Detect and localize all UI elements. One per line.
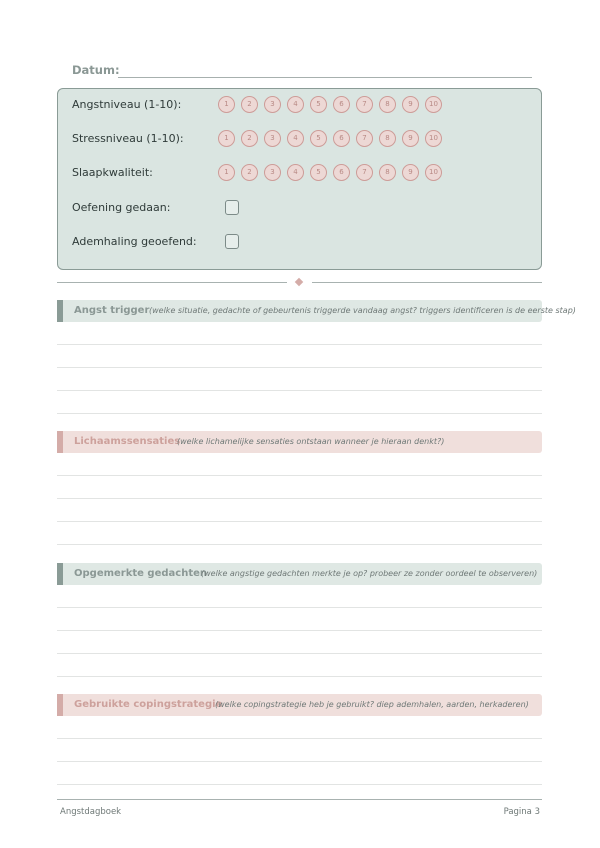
check-label: Oefening gedaan:	[72, 201, 171, 214]
writing-line[interactable]	[57, 476, 542, 499]
section-title: Opgemerkte gedachten	[74, 568, 208, 579]
rating-option[interactable]: 7	[356, 164, 373, 181]
rating-scale	[218, 96, 448, 114]
rating-option[interactable]: 4	[287, 96, 304, 113]
rating-option[interactable]: 1	[218, 130, 235, 147]
writing-line[interactable]	[57, 631, 542, 654]
section-noticed-thoughts	[57, 563, 542, 677]
section-header	[57, 431, 542, 453]
section-accent-bar	[57, 694, 63, 716]
rating-option[interactable]: 8	[379, 130, 396, 147]
rating-option[interactable]: 7	[356, 130, 373, 147]
writing-line[interactable]	[57, 654, 542, 677]
section-title: Gebruikte copingstrategie	[74, 699, 223, 710]
rating-option[interactable]: 3	[264, 96, 281, 113]
date-row	[72, 63, 532, 79]
section-hint: (welke situatie, gedachte of gebeurtenis triggerde vandaag angst? triggers identificeren is de eerste stap)	[149, 306, 576, 315]
rating-option[interactable]: 5	[310, 96, 327, 113]
rating-option[interactable]: 10	[425, 96, 442, 113]
divider-line-right	[312, 282, 542, 283]
writing-line[interactable]	[57, 499, 542, 522]
rating-option[interactable]: 2	[241, 130, 258, 147]
divider-line-left	[57, 282, 287, 283]
rating-option[interactable]: 5	[310, 164, 327, 181]
writing-line[interactable]	[57, 322, 542, 345]
rating-option[interactable]: 9	[402, 96, 419, 113]
rating-option[interactable]: 6	[333, 130, 350, 147]
rating-option[interactable]: 9	[402, 130, 419, 147]
rating-label: Slaapkwaliteit:	[72, 166, 153, 179]
rating-option[interactable]: 2	[241, 164, 258, 181]
rating-option[interactable]: 2	[241, 96, 258, 113]
diamond-ornament-icon	[295, 278, 303, 286]
rating-option[interactable]: 1	[218, 164, 235, 181]
writing-line[interactable]	[57, 522, 542, 545]
section-body-sensations	[57, 431, 542, 545]
section-hint: (welke copingstrategie heb je gebruikt? diep ademhalen, aarden, herkaderen)	[215, 700, 529, 709]
breathing-checkbox[interactable]	[225, 234, 239, 249]
section-accent-bar	[57, 300, 63, 322]
daily-tracker-box	[57, 88, 542, 270]
section-hint: (welke angstige gedachten merkte je op? probeer ze zonder oordeel te observeren)	[201, 569, 538, 578]
writing-line[interactable]	[57, 608, 542, 631]
section-title: Lichaamssensaties	[74, 436, 181, 447]
rating-scale	[218, 164, 448, 182]
footer-rule	[57, 799, 542, 800]
writing-line[interactable]	[57, 585, 542, 608]
section-title: Angst trigger	[74, 305, 150, 316]
rating-option[interactable]: 6	[333, 164, 350, 181]
rating-option[interactable]: 3	[264, 130, 281, 147]
writing-line[interactable]	[57, 716, 542, 739]
section-hint: (welke lichamelijke sensaties ontstaan wanneer je hieraan denkt?)	[177, 437, 445, 446]
rating-option[interactable]: 9	[402, 164, 419, 181]
writing-line[interactable]	[57, 391, 542, 414]
rating-option[interactable]: 3	[264, 164, 281, 181]
page-number: Pagina 3	[503, 807, 540, 817]
section-coping-strategy	[57, 694, 542, 785]
ornamental-divider	[57, 277, 542, 289]
section-accent-bar	[57, 563, 63, 585]
writing-line[interactable]	[57, 762, 542, 785]
rating-option[interactable]: 4	[287, 164, 304, 181]
date-label: Datum:	[72, 63, 120, 77]
rating-option[interactable]: 10	[425, 130, 442, 147]
rating-option[interactable]: 4	[287, 130, 304, 147]
rating-label: Stressniveau (1-10):	[72, 132, 184, 145]
section-header	[57, 694, 542, 716]
rating-label: Angstniveau (1-10):	[72, 98, 182, 111]
section-anxiety-trigger	[57, 300, 576, 414]
rating-scale	[218, 130, 448, 148]
section-header	[57, 300, 576, 322]
writing-line[interactable]	[57, 453, 542, 476]
date-input-line[interactable]	[118, 77, 532, 78]
rating-option[interactable]: 1	[218, 96, 235, 113]
rating-option[interactable]: 6	[333, 96, 350, 113]
rating-option[interactable]: 5	[310, 130, 327, 147]
exercise-checkbox[interactable]	[225, 200, 239, 215]
rating-option[interactable]: 10	[425, 164, 442, 181]
check-label: Ademhaling geoefend:	[72, 235, 197, 248]
rating-option[interactable]: 7	[356, 96, 373, 113]
writing-line[interactable]	[57, 368, 542, 391]
rating-option[interactable]: 8	[379, 96, 396, 113]
section-accent-bar	[57, 431, 63, 453]
footer-title: Angstdagboek	[60, 807, 122, 817]
writing-line[interactable]	[57, 345, 542, 368]
section-header	[57, 563, 542, 585]
rating-option[interactable]: 8	[379, 164, 396, 181]
writing-line[interactable]	[57, 739, 542, 762]
